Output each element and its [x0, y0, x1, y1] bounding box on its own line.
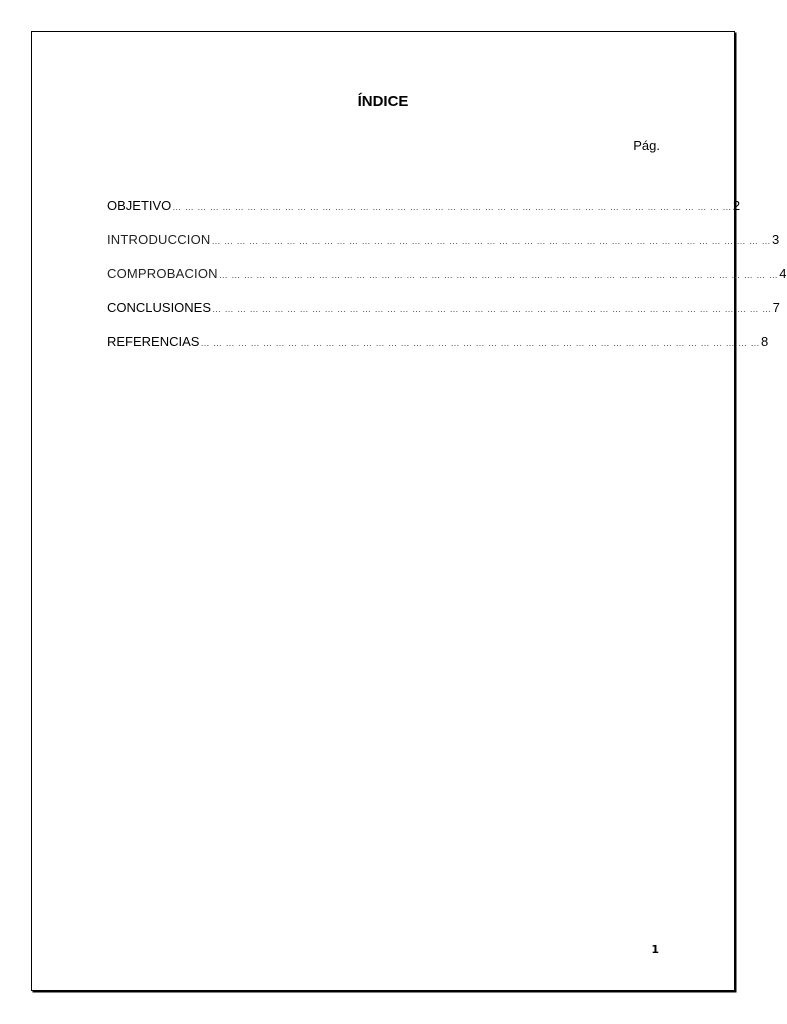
toc-entry-conclusiones[interactable] — [107, 300, 780, 334]
toc-entry-page: 3 — [772, 232, 780, 247]
dot-leader: … … … … … … … … … … … … … … … … … … … … … … … … … … … … … … … … … … … … … … … … … … … … … — [172, 202, 732, 212]
dot-leader: … … … … … … … … … … … … … … … … … … … … … … … … … … … … … … … … … … … … … … … … … … … … … — [200, 338, 760, 348]
index-title: ÍNDICE — [357, 93, 409, 110]
page-column-label: Pág. — [633, 138, 660, 153]
toc-entry-label: COMPROBACION — [107, 266, 218, 281]
dot-leader: … … … … … … … … … … … … … … … … … … … … … … … … … … … … … … … … … … … … … … … … … … … … … — [218, 270, 779, 280]
toc-entry-objetivo[interactable] — [107, 198, 741, 232]
dot-leader: … … … … … … … … … … … … … … … … … … … … … … … … … … … … … … … … … … … … … … … … … … … … … — [212, 304, 772, 314]
toc-entry-page: 8 — [761, 334, 769, 349]
toc-entry-referencias[interactable] — [107, 334, 769, 368]
dot-leader: … … … … … … … … … … … … … … … … … … … … … … … … … … … … … … … … … … … … … … … … … … … … … — [211, 236, 772, 246]
document-page — [31, 31, 787, 991]
table-of-contents — [107, 198, 787, 368]
toc-entry-label: CONCLUSIONES — [107, 300, 212, 315]
toc-entry-label: OBJETIVO — [107, 198, 172, 213]
toc-entry-page: 7 — [772, 300, 780, 315]
toc-entry-label: INTRODUCCION — [107, 232, 211, 247]
toc-entry-page: 4 — [779, 266, 787, 281]
page-number: 1 — [651, 943, 659, 956]
toc-entry-page: 2 — [732, 198, 741, 213]
toc-entry-label: REFERENCIAS — [107, 334, 200, 349]
toc-entry-comprobacion[interactable] — [107, 266, 787, 300]
toc-entry-introduccion[interactable] — [107, 232, 780, 266]
